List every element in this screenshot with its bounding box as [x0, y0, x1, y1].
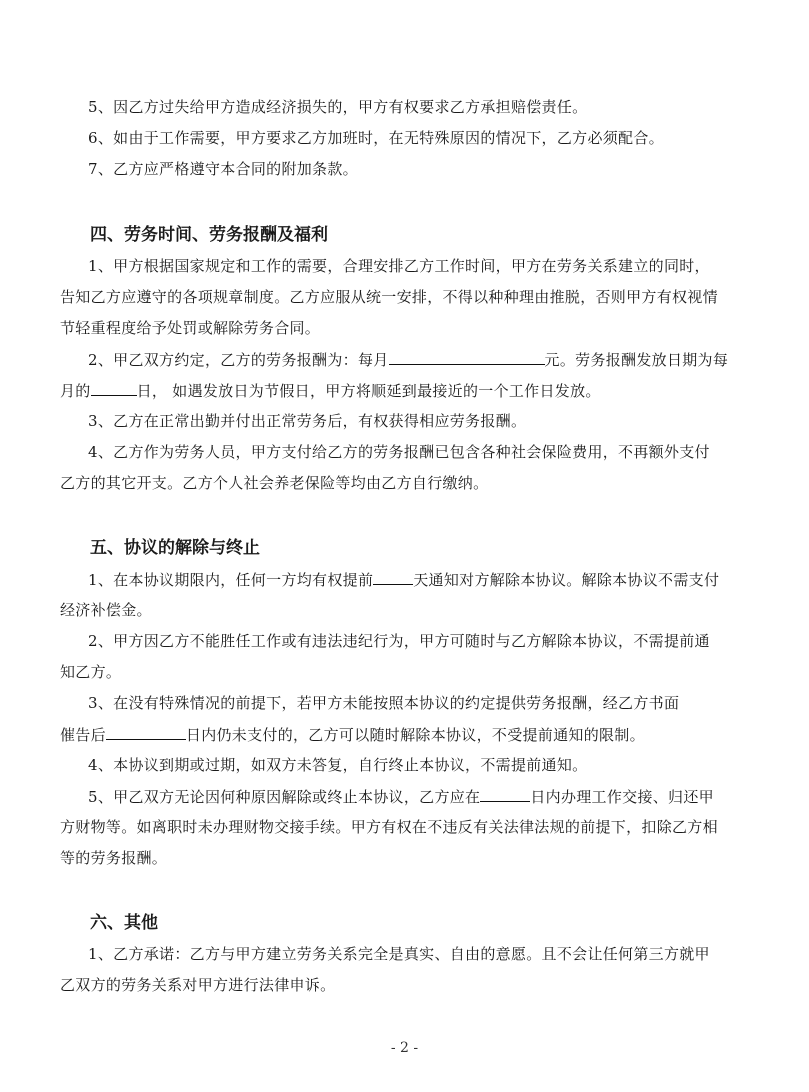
monthly-pay-blank[interactable]	[389, 349, 545, 365]
clause-5-1-text-a: 1、在本协议期限内，任何一方均有权提前	[88, 571, 374, 589]
clause-5-3-line1: 3、在没有特殊情况的前提下，若甲方未能按照本协议的约定提供劳务报酬，经乙方书面	[88, 694, 680, 712]
clause-4-4-line2: 乙方的其它开支。乙方个人社会养老保险等均由乙方自行缴纳。	[60, 474, 489, 492]
pay-day-blank[interactable]	[91, 380, 137, 396]
payment-days-blank[interactable]	[106, 724, 186, 740]
clause-5-1-text-b: 天通知对方解除本协议。解除本协议不需支付	[413, 571, 720, 589]
section-6-heading: 六、其他	[90, 913, 158, 933]
clause-5-5-line2: 方财物等。如离职时未办理财物交接手续。甲方有权在不违反有关法律法规的前提下，扣除乙方相	[60, 818, 718, 836]
section-5-heading: 五、协议的解除与终止	[90, 538, 260, 558]
clause-5-5-text-a: 5、甲乙双方无论因何种原因解除或终止本协议，乙方应在	[88, 788, 481, 806]
clause-4-2-line2	[60, 380, 750, 401]
clause-5-5-line1	[88, 786, 778, 807]
clause-5-4: 4、本协议到期或过期，如双方未答复，自行终止本协议，不需提前通知。	[88, 756, 588, 774]
section-4-heading: 四、劳务时间、劳务报酬及福利	[90, 225, 328, 245]
clause-3-5: 5、因乙方过失给甲方造成经济损失的，甲方有权要求乙方承担赔偿责任。	[88, 98, 588, 116]
clause-4-2-text-b: 元。劳务报酬发放日期为每	[544, 351, 729, 369]
clause-4-2-text-c: 月的	[60, 382, 91, 400]
clause-4-1-line1: 1、甲方根据国家规定和工作的需要，合理安排乙方工作时间，甲方在劳务关系建立的同时，	[88, 257, 710, 275]
clause-5-1-line2: 经济补偿金。	[60, 601, 152, 619]
clause-6-1-line1: 1、乙方承诺：乙方与甲方建立劳务关系完全是真实、自由的意愿。且不会让任何第三方就甲	[88, 945, 710, 963]
clause-4-1-line3: 节轻重程度给予处罚或解除劳务合同。	[60, 319, 321, 337]
clause-5-3-line2	[60, 724, 750, 745]
clause-5-5-text-b: 日内办理工作交接、归还甲	[530, 788, 714, 806]
clause-5-3-text-c: 日内仍未支付的，乙方可以随时解除本协议，不受提前通知的限制。	[185, 726, 645, 744]
clause-4-2-text-d: 日， 如遇发放日为节假日，甲方将顺延到最接近的一个工作日发放。	[136, 382, 601, 400]
clause-5-3-text-b: 催告后	[60, 726, 106, 744]
page-number: - 2 -	[390, 1040, 419, 1056]
clause-5-2-line2: 知乙方。	[60, 663, 122, 681]
clause-5-1-line1	[88, 569, 778, 590]
notice-days-blank[interactable]	[373, 569, 413, 585]
clause-5-2-line1: 2、甲方因乙方不能胜任工作或有违法违纪行为，甲方可随时与乙方解除本协议，不需提前通	[88, 632, 710, 650]
handover-days-blank[interactable]	[480, 786, 530, 802]
clause-3-6: 6、如由于工作需要，甲方要求乙方加班时，在无特殊原因的情况下，乙方必须配合。	[88, 129, 664, 147]
clause-4-4-line1: 4、乙方作为劳务人员，甲方支付给乙方的劳务报酬已包含各种社会保险费用，不再额外支付	[88, 443, 710, 461]
clause-4-2-line1	[88, 349, 778, 370]
clause-4-2-text-a: 2、甲乙双方约定，乙方的劳务报酬为：每月	[88, 351, 389, 369]
clause-6-1-line2: 乙双方的劳务关系对甲方进行法律申诉。	[60, 976, 336, 994]
clause-5-5-line3: 等的劳务报酬。	[60, 849, 168, 867]
clause-4-1-line2: 告知乙方应遵守的各项规章制度。乙方应服从统一安排，不得以种种理由推脱，否则甲方有权视情	[60, 288, 718, 306]
clause-4-3: 3、乙方在正常出勤并付出正常劳务后，有权获得相应劳务报酬。	[88, 412, 527, 430]
clause-3-7: 7、乙方应严格遵守本合同的附加条款。	[88, 160, 358, 178]
